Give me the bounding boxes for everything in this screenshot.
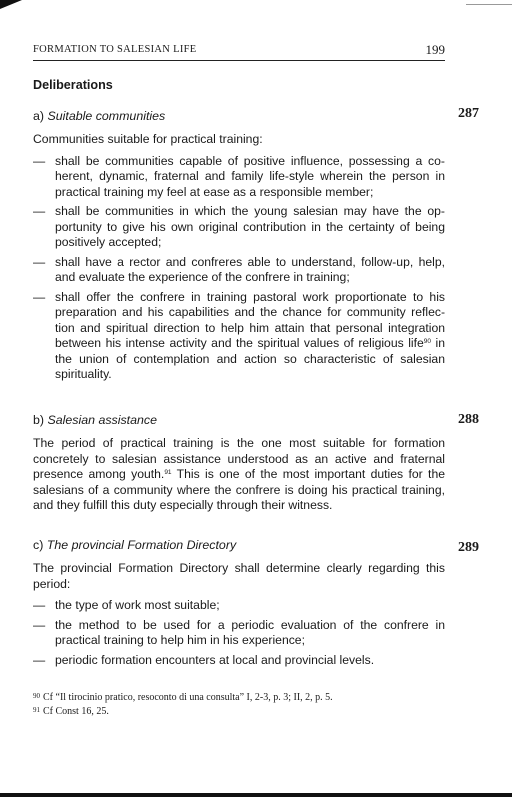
dash-marker: — <box>33 598 46 612</box>
section-c-title <box>33 538 445 554</box>
footnote-ref-90: 90 <box>423 338 432 345</box>
section-a-intro: Communities suitable for practical training: <box>33 132 263 146</box>
section-a-title <box>33 109 445 125</box>
dash-marker: — <box>33 254 46 269</box>
footnote-mark: 91 <box>33 706 40 714</box>
footnote-text: Cf “Il tirocinio pratico, resoconto di una consulta” I, 2-3, p. 3; II, 2, p. 5. <box>43 692 333 703</box>
margin-number-289: 289 <box>458 540 479 555</box>
section-b-text-1: The period of practical training is the one most suitable for formation concretely to salesian assistance understood as an active and fraternal presence among youth. <box>33 436 445 481</box>
section-a-label: a) <box>33 108 45 123</box>
page-corner-mark <box>0 0 22 9</box>
section-b-title <box>33 413 445 429</box>
section-c-intro: The provincial Formation Directory shall determine clearly regarding this period: <box>33 561 445 591</box>
list-item <box>33 653 445 669</box>
footnotes <box>33 690 445 718</box>
section-a-heading: Suitable communities <box>47 108 166 123</box>
deliberations-heading: Deliberations <box>33 78 113 92</box>
margin-number-287: 287 <box>458 106 479 121</box>
list-item-text: periodic formation encounters at local and provincial levels. <box>55 652 375 667</box>
list-item-text: shall be communities in which the young salesian may have the op-portunity to give his own original contribution in the certainty of being positively accepted; <box>55 204 445 249</box>
list-item <box>33 598 445 614</box>
list-item <box>33 204 445 251</box>
footnote-text: Cf Const 16, 25. <box>43 706 109 717</box>
list-item <box>33 618 445 649</box>
list-item-text: shall be communities capable of positive influence, possessing a co-herent, dynamic, fraternal and family life-style wherein the person in practical training my feel at ease as a responsible member; <box>55 153 445 199</box>
list-item-text: the method to be used for a periodic evaluation of the confrere in practical training to help him in his experience; <box>55 617 445 647</box>
section-c-list <box>33 598 445 668</box>
footnote-90 <box>33 690 445 704</box>
list-item-text: the type of work most suitable; <box>55 598 220 612</box>
list-item-text: shall offer the confrere in training pastoral work proportionate to his preparation and his capabilities and the chance for community reflec-tion and spiritual direction to help him attain that personal integration between his intense activity and the spiritual values of religious life <box>55 289 445 350</box>
bottom-edge-bar <box>0 793 512 797</box>
running-head <box>33 42 445 58</box>
section-b-paragraph <box>33 436 445 514</box>
section-b-text-2: This is one of the most important duties for the salesians of a community where the confrere is doing his practical training, and they fulfill this duty especially through their witness. <box>33 467 446 512</box>
dash-marker: — <box>33 652 46 667</box>
dash-marker: — <box>33 617 46 632</box>
section-c-label: c) <box>33 537 44 552</box>
page-number: 199 <box>425 42 445 57</box>
section-b-label: b) <box>33 412 45 427</box>
section-c-heading: The provincial Formation Directory <box>46 537 237 552</box>
list-item-text-tail: in the union of contemplation and action so characteristic of salesian spirituality. <box>55 336 445 381</box>
margin-number-288: 288 <box>458 412 479 427</box>
section-a-list <box>33 154 445 383</box>
scan-edge-line <box>466 4 512 5</box>
page-body <box>33 78 445 672</box>
list-item-text: shall have a rector and confreres able to understand, follow-up, help, and evaluate the experience of the confrere in training; <box>55 254 445 284</box>
dash-marker: — <box>33 204 46 218</box>
footnote-91 <box>33 704 445 718</box>
section-b-heading: Salesian assistance <box>47 412 157 427</box>
list-item <box>33 290 445 383</box>
list-item <box>33 255 445 286</box>
header-rule <box>33 60 445 61</box>
footnote-mark: 90 <box>33 692 40 700</box>
list-item <box>33 154 445 201</box>
footnote-ref-91: 91 <box>164 469 172 476</box>
running-title: FORMATION TO SALESIAN LIFE <box>33 44 197 55</box>
dash-marker: — <box>33 289 46 304</box>
dash-marker: — <box>33 153 46 168</box>
